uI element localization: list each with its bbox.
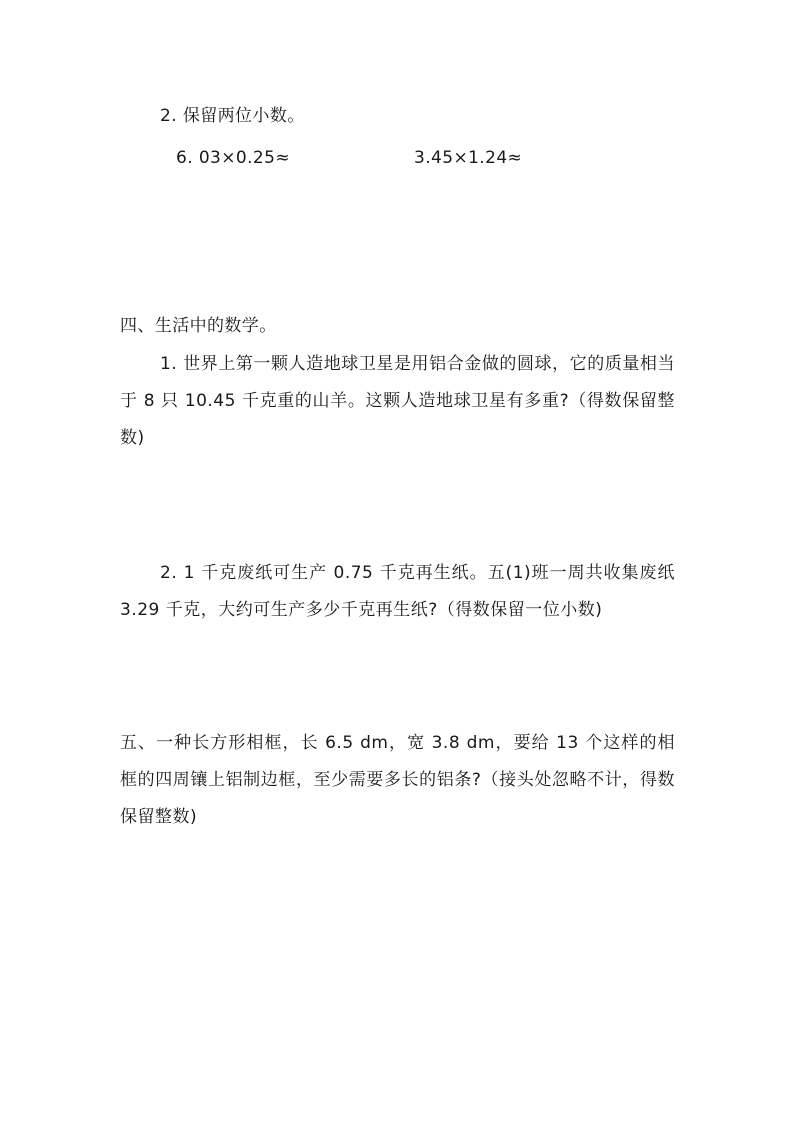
item-2-title: 2. 保留两位小数。 — [160, 106, 305, 126]
section-5-text: 五、一种长方形相框，长 6.5 dm，宽 3.8 dm，要给 13 个这样的相框的四周镶上铝制边框，至少需要多长的铝条?（接头处忽略不计，得数保留整数) — [120, 733, 675, 827]
section-5-question — [120, 725, 675, 836]
expression-2: 3.45×1.24≈ — [414, 148, 523, 168]
question-2 — [120, 555, 675, 629]
question-1-text: 1. 世界上第一颗人造地球卫星是用铝合金做的圆球，它的质量相当于 8 只 10.45 千克重的山羊。这颗人造地球卫星有多重?（得数保留整数) — [120, 354, 675, 448]
question-2-text: 2. 1 千克废纸可生产 0.75 千克再生纸。五(1)班一周共收集废纸 3.29 千克，大约可生产多少千克再生纸?（得数保留一位小数) — [120, 563, 675, 620]
question-1 — [120, 346, 675, 457]
expression-1: 6. 03×0.25≈ — [176, 148, 290, 168]
section-4-heading: 四、生活中的数学。 — [120, 316, 277, 336]
